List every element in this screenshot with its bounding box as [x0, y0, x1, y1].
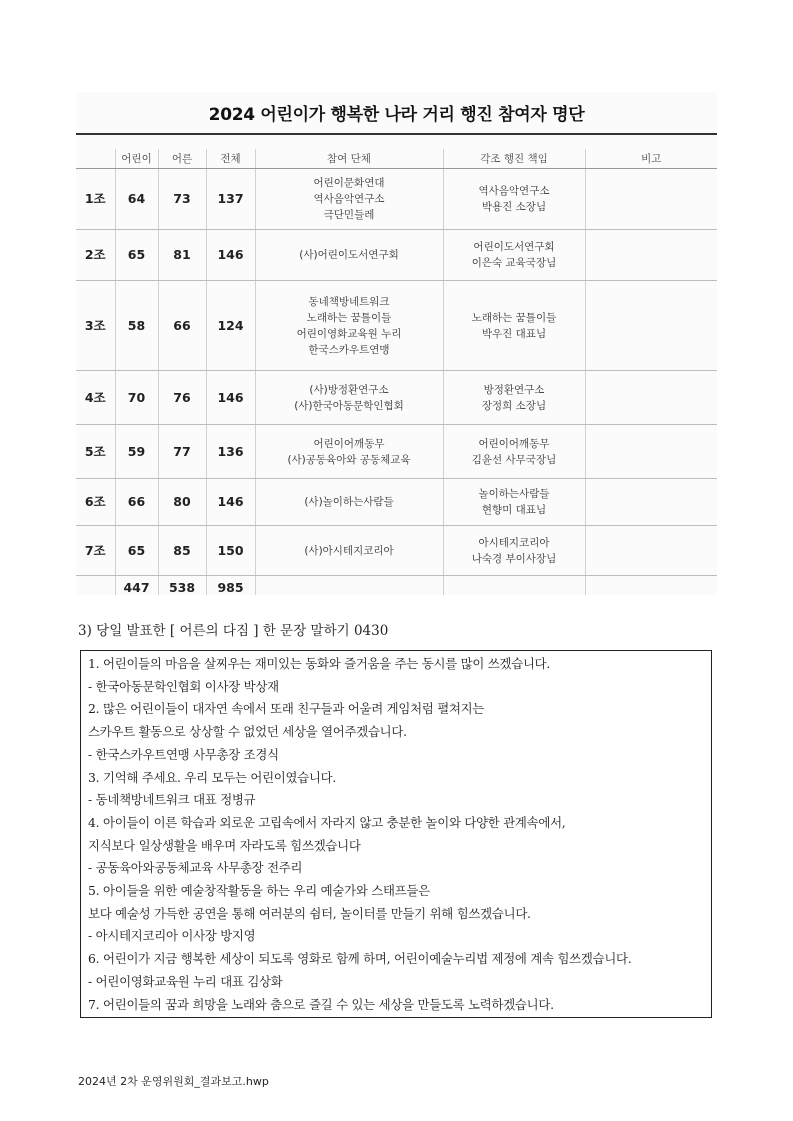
pledge-line: 3. 기억해 주세요. 우리 모두는 어린이였습니다. — [88, 769, 337, 785]
pledge-line: 4. 아이들이 이른 학습과 외로운 고립속에서 자라지 않고 충분한 놀이와 다양한 관계속에서, — [88, 814, 566, 830]
adults-count: 85 — [158, 526, 206, 576]
group-leader — [443, 425, 585, 479]
header-leaders: 각조 행진 책임 — [443, 149, 585, 169]
totals-blank — [585, 576, 717, 596]
table-row — [76, 425, 717, 479]
roster-table-image — [76, 92, 717, 595]
pledge-line: - 어린이영화교육원 누리 대표 김상화 — [88, 973, 283, 989]
table-row — [76, 479, 717, 526]
totals-blank — [76, 576, 115, 596]
group-leader — [443, 169, 585, 230]
note-cell — [585, 371, 717, 425]
table-row — [76, 230, 717, 281]
group-label: 7조 — [76, 526, 115, 576]
leader-line: 어린이어깨동무 — [478, 437, 550, 450]
header-total: 전체 — [206, 149, 255, 169]
leader-line: 노래하는 꿈틀이들 — [471, 311, 557, 324]
pledge-line: 지식보다 일상생활을 배우며 자라도록 힘쓰겠습니다 — [88, 837, 361, 853]
footer-filename: 2024년 2차 운영위원회_결과보고.hwp — [78, 1075, 269, 1088]
group-leader — [443, 526, 585, 576]
group-leader — [443, 230, 585, 281]
total-count: 146 — [206, 479, 255, 526]
org-name: (사)놀이하는사람들 — [304, 496, 394, 508]
note-cell — [585, 230, 717, 281]
pledge-line: - 공동육아와공동체교육 사무총장 전주리 — [88, 860, 303, 876]
total-count: 136 — [206, 425, 255, 479]
children-count: 66 — [115, 479, 158, 526]
leader-line: 아시테지코리아 — [478, 536, 550, 549]
org-name: 어린이영화교육원 누리 — [296, 327, 402, 340]
children-count: 65 — [115, 230, 158, 281]
leader-line: 방정환연구소 — [483, 383, 545, 396]
participating-orgs — [255, 479, 443, 526]
children-count: 58 — [115, 281, 158, 371]
org-name: 어린이어깨동무 — [313, 437, 385, 450]
section-heading: 3) 당일 발표한 [ 어른의 다짐 ] 한 문장 말하기 0430 — [78, 623, 389, 639]
adults-count: 80 — [158, 479, 206, 526]
note-cell — [585, 526, 717, 576]
group-label: 3조 — [76, 281, 115, 371]
pledge-line: 6. 어린이가 지금 행복한 세상이 되도록 영화로 함께 하며, 어린이예술누리법 제정에 계속 힘쓰겠습니다. — [88, 951, 632, 967]
group-label: 2조 — [76, 230, 115, 281]
group-leader — [443, 281, 585, 371]
group-leader — [443, 371, 585, 425]
pledge-line: 보다 예술성 가득한 공연을 통해 여러분의 쉼터, 놀이터를 만들기 위해 힘쓰겠습니다. — [88, 905, 531, 921]
adults-count: 81 — [158, 230, 206, 281]
org-name: 한국스카우트연맹 — [308, 343, 390, 356]
leader-line: 이은숙 교육국장님 — [471, 257, 557, 269]
table-header-row — [76, 149, 717, 169]
note-cell — [585, 169, 717, 230]
participating-orgs — [255, 371, 443, 425]
org-name: (사)방정환연구소 — [309, 383, 389, 396]
leader-line: 박용진 소장님 — [481, 201, 547, 213]
adults-count: 73 — [158, 169, 206, 230]
org-name: (사)어린이도서연구회 — [299, 249, 399, 261]
leader-line: 역사음악연구소 — [478, 185, 550, 197]
leader-line: 어린이도서연구회 — [473, 241, 555, 253]
adults-count: 66 — [158, 281, 206, 371]
participating-orgs — [255, 230, 443, 281]
org-name: (사)아시테지코리아 — [304, 544, 394, 557]
pledge-line: - 한국아동문학인협회 이사장 박상재 — [88, 678, 279, 694]
leader-line: 현향미 대표님 — [481, 504, 547, 516]
participating-orgs — [255, 526, 443, 576]
org-name: 노래하는 꿈틀이들 — [306, 311, 392, 324]
pledge-line: 7. 어린이들의 꿈과 희망을 노래와 춤으로 즐길 수 있는 세상을 만들도록 노력하겠습니다. — [88, 996, 554, 1012]
children-count: 59 — [115, 425, 158, 479]
total-count: 146 — [206, 230, 255, 281]
pledge-line: 스카우트 활동으로 상상할 수 없었던 세상을 열어주겠습니다. — [88, 724, 407, 740]
pledge-line: - 동네책방네트워크 대표 정병규 — [88, 792, 256, 808]
table-row — [76, 526, 717, 576]
group-label: 5조 — [76, 425, 115, 479]
table-row — [76, 371, 717, 425]
leader-line: 김윤선 사무국장님 — [471, 453, 557, 466]
org-name: 동네책방네트워크 — [308, 295, 390, 308]
children-count: 70 — [115, 371, 158, 425]
org-name: 극단민들레 — [323, 209, 375, 221]
group-leader — [443, 479, 585, 526]
note-cell — [585, 425, 717, 479]
children-count: 64 — [115, 169, 158, 230]
group-label: 6조 — [76, 479, 115, 526]
group-label: 1조 — [76, 169, 115, 230]
pledge-line: 5. 아이들을 위한 예술창작활동을 하는 우리 예술가와 스태프들은 — [88, 883, 430, 899]
total-count: 146 — [206, 371, 255, 425]
roster-table — [76, 149, 717, 595]
total-count: 137 — [206, 169, 255, 230]
header-children: 어린이 — [115, 149, 158, 169]
participating-orgs — [255, 169, 443, 230]
org-name: 어린이문화연대 — [313, 177, 385, 189]
leader-line: 나숙경 부이사장님 — [471, 552, 557, 565]
leader-line: 장정희 소장님 — [481, 399, 547, 412]
org-name: 역사음악연구소 — [313, 193, 385, 205]
org-name: (사)공동육아와 공동체교육 — [287, 453, 411, 466]
totals-row — [76, 576, 717, 596]
table-title: 2024 어린이가 행복한 나라 거리 행진 참여자 명단 — [76, 92, 717, 135]
header-adults: 어른 — [158, 149, 206, 169]
totals-blank — [255, 576, 443, 596]
adults-total: 538 — [158, 576, 206, 596]
total-count: 124 — [206, 281, 255, 371]
pledge-line: - 아시테지코리아 이사장 방지영 — [88, 928, 256, 944]
children-count: 65 — [115, 526, 158, 576]
participating-orgs — [255, 425, 443, 479]
total-count: 150 — [206, 526, 255, 576]
pledge-box — [80, 650, 712, 1018]
adults-count: 77 — [158, 425, 206, 479]
totals-blank — [443, 576, 585, 596]
leader-line: 놀이하는사람들 — [478, 488, 550, 500]
note-cell — [585, 281, 717, 371]
participating-orgs — [255, 281, 443, 371]
header-group — [76, 149, 115, 169]
pledge-line: - 한국스카우트연맹 사무총장 조경식 — [88, 746, 279, 762]
children-total: 447 — [115, 576, 158, 596]
header-note: 비고 — [585, 149, 717, 169]
note-cell — [585, 479, 717, 526]
org-name: (사)한국아동문학인협회 — [294, 399, 404, 412]
pledge-line: 1. 어린이들의 마음을 살찌우는 재미있는 동화와 즐거움을 주는 동시를 많이 쓰겠습니다. — [88, 656, 551, 671]
adults-count: 76 — [158, 371, 206, 425]
header-orgs: 참여 단체 — [255, 149, 443, 169]
grand-total: 985 — [206, 576, 255, 596]
table-row — [76, 281, 717, 371]
pledge-line: 2. 많은 어린이들이 대자연 속에서 또래 친구들과 어울려 게임처럼 펼쳐지는 — [88, 701, 485, 717]
group-label: 4조 — [76, 371, 115, 425]
leader-line: 박우진 대표님 — [481, 327, 547, 340]
table-row — [76, 169, 717, 230]
